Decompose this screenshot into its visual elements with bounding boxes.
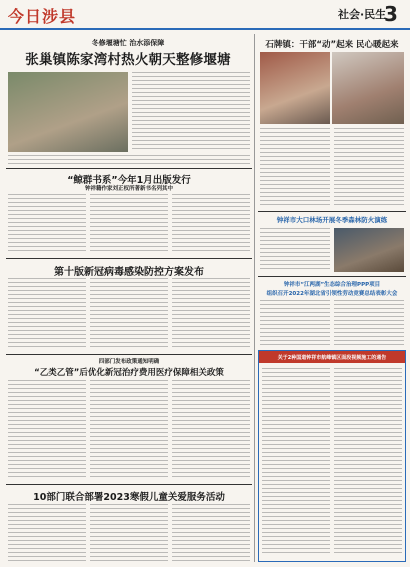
article-body-shipai-col2	[334, 128, 404, 208]
fire-drill-headline: 钟祥市大口林场开展冬季森林防火演练	[276, 216, 388, 224]
holiday-headline: 10部门联合部署2023寒假儿童关爱服务活动	[33, 492, 225, 503]
book-subhead: 钟祥籍作家刘正权所著新书名列其中	[84, 186, 173, 192]
news-photo-shipai-2	[332, 52, 404, 124]
top-kicker: 冬修堰塘忙 治水添保障	[91, 39, 165, 47]
top-headline: 张巢镇陈家湾村热火朝天整修堰塘	[25, 52, 231, 68]
notice-headline: 关于2种国道钟祥市航峰镇区面段视频施工的通告	[259, 351, 405, 363]
section-title: 社会·民生	[338, 8, 387, 21]
yilei-headline: “乙类乙管”后优化新冠治疗费用医疗保障相关政策	[34, 368, 224, 378]
ppp-headline-2: 组织召开2022年湖北省引领性劳动竞赛总结表彰大会	[266, 291, 398, 297]
notice-body-col2	[334, 368, 402, 556]
article-body-holiday-col2	[90, 504, 168, 562]
divider	[258, 276, 406, 277]
notice-body-col1	[262, 368, 330, 556]
article-body-holiday-col3	[172, 504, 250, 562]
plan-headline: 第十版新冠病毒感染防控方案发布	[54, 267, 204, 278]
divider	[258, 211, 406, 212]
article-body-plan-col2	[90, 278, 168, 350]
article-body-holiday-col1	[8, 504, 86, 562]
newspaper-logo: 今日涉县	[8, 7, 77, 26]
article-body-book-col1	[8, 194, 86, 254]
ppp-headline-1: 钟祥市“江两湖”生态综合治理PPP项目	[283, 282, 381, 288]
article-body-reservoir	[132, 72, 250, 152]
shipai-headline: 石牌镇：干部“动”起来 民心暖起来	[265, 40, 399, 50]
divider	[6, 168, 252, 169]
article-body-yilei-col1	[8, 380, 86, 480]
article-body-book-col3	[172, 194, 250, 254]
divider	[6, 484, 252, 485]
page-number: 3	[384, 2, 398, 26]
news-photo-fire-drill	[334, 228, 404, 272]
divider	[6, 354, 252, 355]
article-body-ppp-col2	[334, 300, 404, 346]
article-body-plan-col3	[172, 278, 250, 350]
divider	[6, 258, 252, 259]
article-body-shipai-col1	[260, 128, 330, 208]
book-headline: “鲸群书系”今年1月出版发行	[67, 175, 191, 186]
article-body-yilei-col3	[172, 380, 250, 480]
article-body-fire-col1	[260, 228, 330, 272]
column-divider	[254, 34, 255, 562]
yilei-kicker: 四部门发布政策通知明确	[98, 359, 160, 365]
news-photo-reservoir-work	[8, 72, 128, 152]
article-body-ppp-col1	[260, 300, 330, 346]
article-body-yilei-col2	[90, 380, 168, 480]
article-body-book-col2	[90, 194, 168, 254]
article-body-plan-col1	[8, 278, 86, 350]
article-body-reservoir-cont	[8, 155, 250, 165]
news-photo-shipai-1	[260, 52, 330, 124]
